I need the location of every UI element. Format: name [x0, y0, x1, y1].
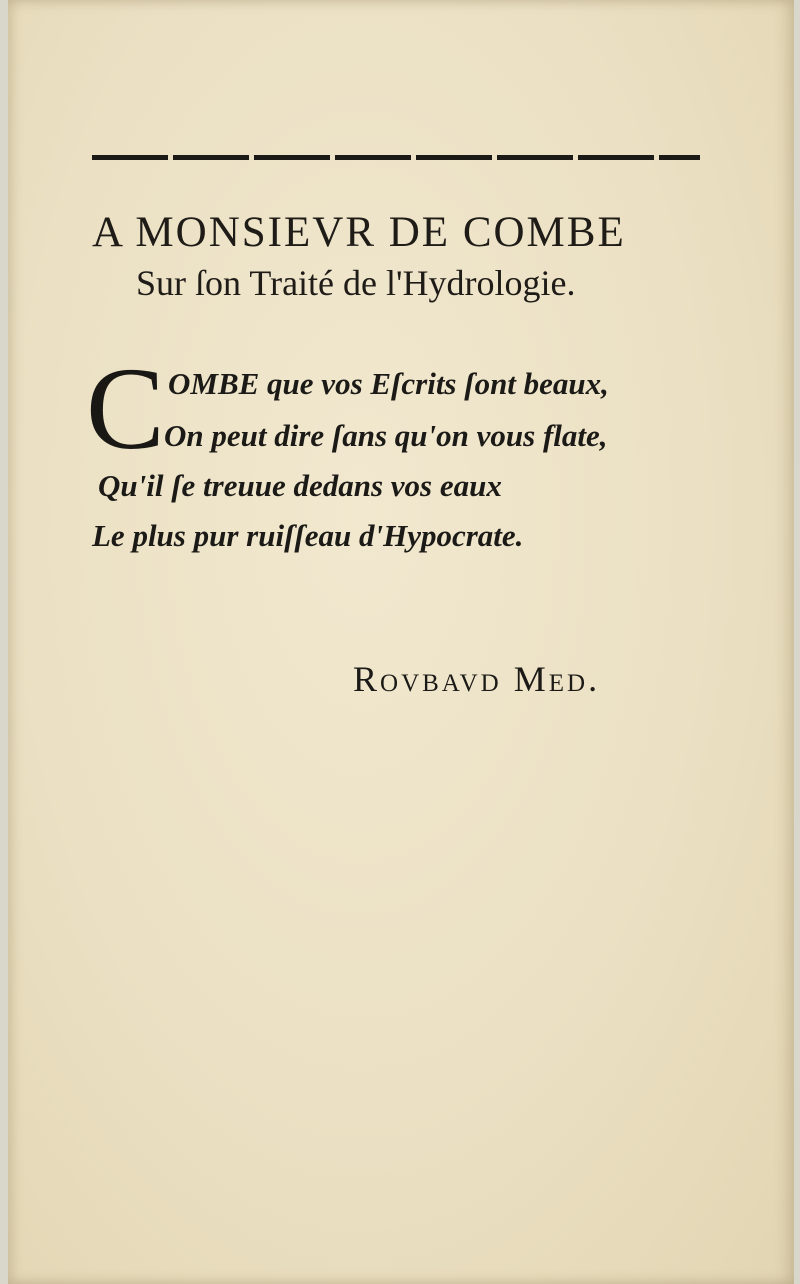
- book-page: [8, 0, 794, 1284]
- poem-subtitle: Sur ſon Traité de l'Hydrologie.: [136, 263, 576, 303]
- verse-line-2: On peut dire ſans qu'on vous flate,: [164, 418, 608, 453]
- author-signature: Rovbavd Med.: [353, 659, 601, 699]
- verse-line-3: Qu'il ſe treuue dedans vos eaux: [98, 468, 502, 503]
- verse-line-4: Le plus pur ruiſſeau d'Hypocrate.: [92, 518, 524, 553]
- ornamental-rule: [92, 155, 700, 160]
- verse-line-1: OMBE que vos Eſcrits ſont beaux,: [168, 366, 609, 401]
- poem-title: A MONSIEVR DE COMBE: [92, 209, 626, 256]
- drop-cap: C: [86, 343, 165, 474]
